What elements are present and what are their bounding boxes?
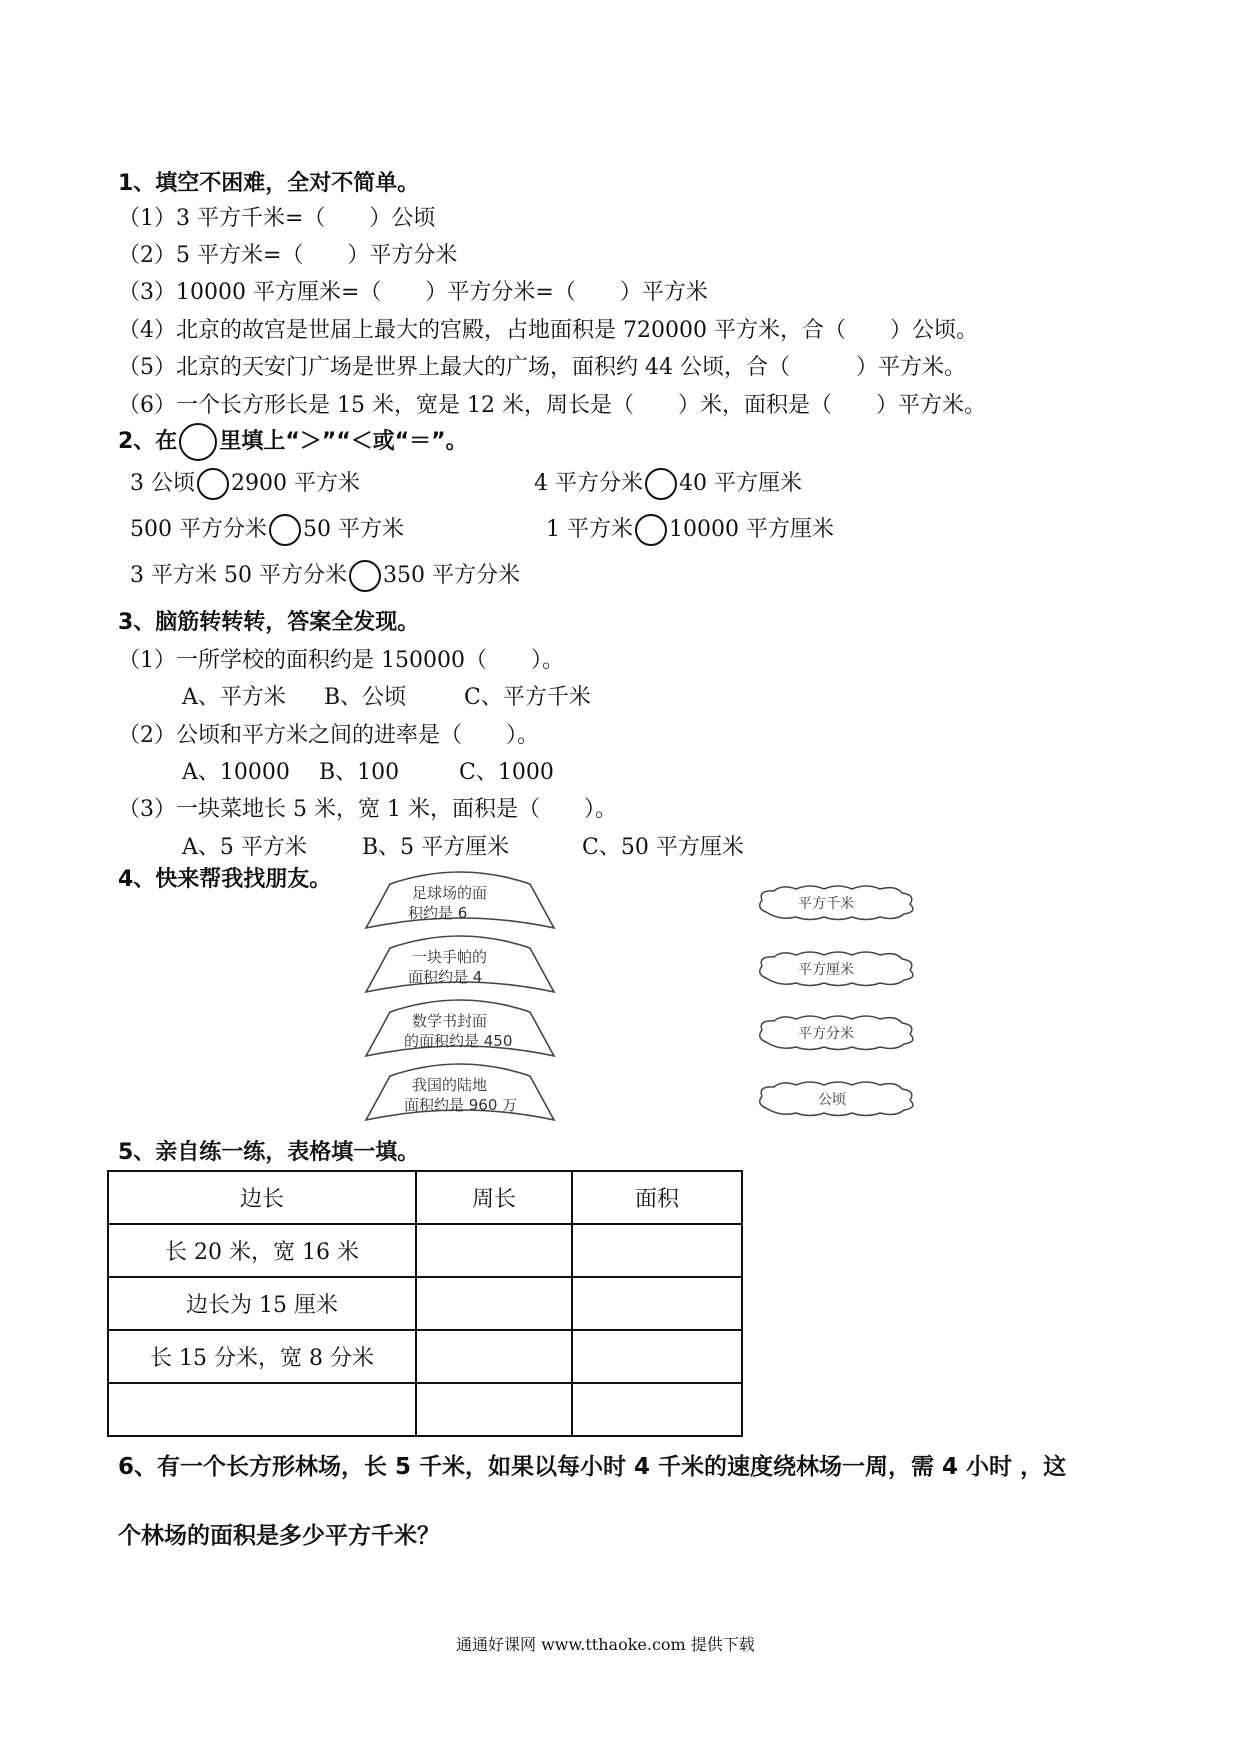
- q3-question-2: （2）公顷和平方米之间的进率是（ ）。: [118, 723, 539, 748]
- table-cell-side: 边长为 15 厘米: [108, 1277, 416, 1330]
- cloud-text: 平方厘米: [798, 962, 854, 978]
- q2-pair-left: 3 公顷: [130, 471, 195, 496]
- q2-pair-right: 350 平方分米: [382, 563, 520, 588]
- compare-circle-icon[interactable]: [635, 514, 667, 546]
- q1-title: 1、填空不困难，全对不简单。: [118, 171, 420, 196]
- q2-pair-4: [546, 512, 834, 546]
- q3-question-3: （3）一块菜地长 5 米，宽 1 米，面积是（ ）。: [118, 797, 617, 822]
- compare-circle-icon[interactable]: [349, 560, 381, 592]
- cloud-unit-2[interactable]: [752, 948, 922, 988]
- q2-title-post: 里填上“＞”“＜或“＝”。: [219, 429, 468, 454]
- q2-pair-left: 500 平方分米: [130, 517, 267, 542]
- q2-pair-1: [130, 466, 360, 500]
- table-cell-area[interactable]: [572, 1277, 742, 1330]
- q3-options-2: [182, 755, 554, 786]
- q4-title: 4、快来帮我找朋友。: [118, 867, 332, 892]
- compare-circle-icon[interactable]: [197, 468, 229, 500]
- fan-text-line1: 足球场的面: [412, 884, 488, 902]
- q2-pair-left: 1 平方米: [546, 517, 633, 542]
- q2-pair-5: [130, 558, 520, 592]
- q3-options-3: [182, 830, 744, 861]
- cloud-unit-1[interactable]: [752, 882, 922, 922]
- q2-pair-right: 40 平方厘米: [679, 471, 802, 496]
- q3-option-b: B、100: [319, 760, 400, 785]
- q1-item-3: （3）10000 平方厘米=（ ）平方分米=（ ）平方米: [118, 280, 708, 305]
- q5-table: [107, 1170, 743, 1437]
- table-header-cell: 面积: [572, 1171, 742, 1224]
- compare-circle-icon[interactable]: [269, 514, 301, 546]
- q3-question-1: （1）一所学校的面积约是 150000（ ）。: [118, 648, 564, 673]
- cloud-unit-4[interactable]: [752, 1078, 922, 1118]
- q3-options-1: [182, 680, 591, 711]
- fan-text-line1: 我国的陆地: [412, 1076, 488, 1094]
- q5-title: 5、亲自练一练，表格填一填。: [118, 1140, 420, 1165]
- cloud-text: 平方千米: [798, 896, 854, 912]
- q6-line-2: 个林场的面积是多少平方千米？: [118, 1523, 440, 1549]
- q2-title: [118, 423, 468, 461]
- fan-card-3[interactable]: [360, 996, 560, 1064]
- q3-option-c: C、平方千米: [464, 685, 591, 710]
- cloud-text: 平方分米: [798, 1026, 854, 1042]
- cloud-unit-3[interactable]: [752, 1012, 922, 1052]
- table-header-cell: 周长: [416, 1171, 572, 1224]
- table-cell-perimeter[interactable]: [416, 1277, 572, 1330]
- fan-text-line1: 数学书封面: [412, 1012, 488, 1030]
- compare-circle-icon[interactable]: [645, 468, 677, 500]
- table-cell-area[interactable]: [572, 1383, 742, 1436]
- table-header-row: [108, 1171, 742, 1224]
- q1-item-2: （2）5 平方米=（ ）平方分米: [118, 243, 458, 268]
- q3-option-a: A、5 平方米: [182, 835, 307, 860]
- table-cell-side: 长 20 米，宽 16 米: [108, 1224, 416, 1277]
- table-cell-side[interactable]: [108, 1383, 416, 1436]
- fan-text-line2: 面积约是 960 万: [404, 1096, 518, 1114]
- q2-pair-2: [534, 466, 802, 500]
- q2-title-pre: 2、在: [118, 429, 178, 454]
- q3-title: 3、脑筋转转转，答案全发现。: [118, 610, 420, 635]
- fan-text-line1: 一块手帕的: [412, 948, 488, 966]
- table-header-cell: 边长: [108, 1171, 416, 1224]
- table-row: [108, 1330, 742, 1383]
- q2-pair-3: [130, 512, 404, 546]
- q1-item-4: （4）北京的故宫是世届上最大的宫殿，占地面积是 720000 平方米，合（ ）公顷。: [118, 318, 978, 343]
- footer-credit: 通通好课网 www.tthaoke.com 提供下载: [456, 1635, 755, 1654]
- q3-option-a: A、10000: [182, 760, 290, 785]
- q1-item-5: （5）北京的天安门广场是世界上最大的广场，面积约 44 公顷，合（ ）平方米。: [118, 355, 966, 380]
- q3-option-a: A、平方米: [182, 685, 286, 710]
- fan-card-4[interactable]: [360, 1060, 560, 1128]
- table-cell-side: 长 15 分米，宽 8 分米: [108, 1330, 416, 1383]
- q6-line-1: 6、有一个长方形林场，长 5 千米，如果以每小时 4 千米的速度绕林场一周，需 4 小时 ，这: [118, 1454, 1067, 1480]
- q3-option-b: B、5 平方厘米: [362, 835, 510, 860]
- q3-option-c: C、50 平方厘米: [582, 835, 744, 860]
- q3-option-b: B、公顷: [324, 685, 407, 710]
- fan-card-2[interactable]: [360, 932, 560, 1000]
- q2-pair-right: 10000 平方厘米: [669, 517, 834, 542]
- table-cell-area[interactable]: [572, 1224, 742, 1277]
- q1-item-6: （6）一个长方形长是 15 米，宽是 12 米，周长是（ ）米，面积是（ ）平方米。: [118, 393, 986, 418]
- table-row: [108, 1277, 742, 1330]
- table-cell-area[interactable]: [572, 1330, 742, 1383]
- q1-item-1: （1）3 平方千米=（ ）公顷: [118, 206, 436, 231]
- table-row: [108, 1383, 742, 1436]
- fan-text-line2: 积约是 6: [408, 904, 468, 922]
- table-cell-perimeter[interactable]: [416, 1330, 572, 1383]
- fan-text-line2: 的面积约是 450: [404, 1032, 513, 1050]
- q2-pair-right: 50 平方米: [303, 517, 404, 542]
- q2-pair-right: 2900 平方米: [231, 471, 360, 496]
- q2-pair-left: 4 平方分米: [534, 471, 643, 496]
- table-cell-perimeter[interactable]: [416, 1383, 572, 1436]
- fan-card-1[interactable]: [360, 868, 560, 936]
- fan-text-line2: 面积约是 4: [408, 968, 483, 986]
- q2-pair-left: 3 平方米 50 平方分米: [130, 563, 347, 588]
- q3-option-c: C、1000: [459, 760, 554, 785]
- table-cell-perimeter[interactable]: [416, 1224, 572, 1277]
- blank-circle-icon: [179, 423, 217, 461]
- table-row: [108, 1224, 742, 1277]
- cloud-text: 公顷: [818, 1092, 846, 1108]
